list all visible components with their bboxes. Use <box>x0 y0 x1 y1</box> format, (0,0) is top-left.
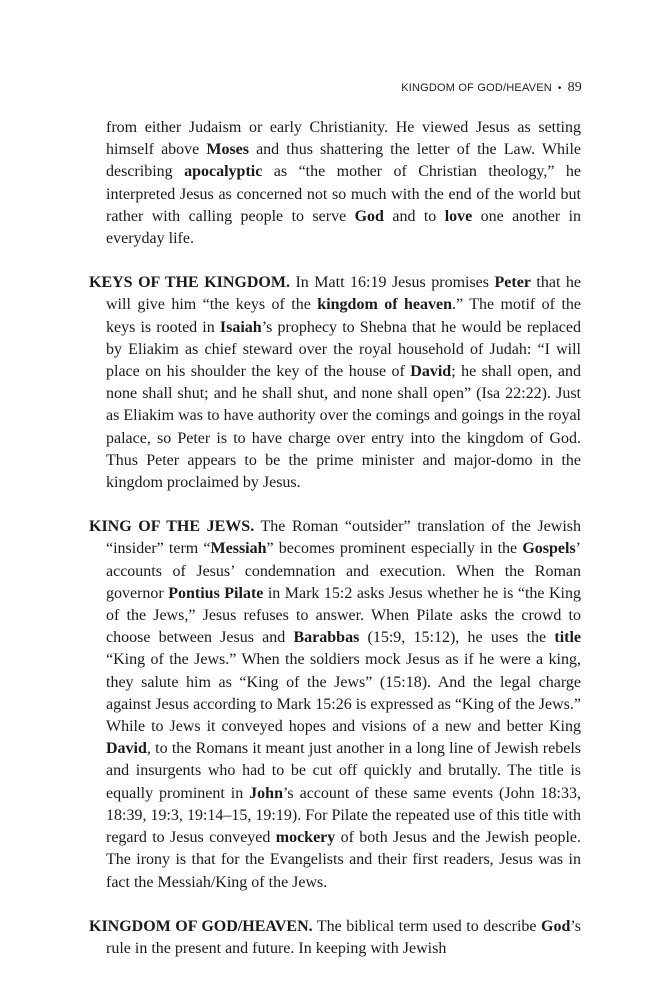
text-run: .” The motif of the keys is rooted in <box>106 296 581 336</box>
entry-headword: KEYS OF THE KINGDOM. <box>89 274 290 292</box>
cross-reference: mockery <box>275 829 336 847</box>
running-head-title: KINGDOM OF GOD/HEAVEN <box>401 82 552 94</box>
text-run: one another in everyday life. <box>106 207 582 248</box>
text-run: from either Judaism or early Christianity. He viewed Jesus as setting himself above <box>106 119 581 159</box>
cross-reference: Moses <box>206 141 249 159</box>
cross-reference: love <box>444 207 473 225</box>
text-run: and thus shattering the letter of the Law. While describing <box>106 141 581 181</box>
text-run: The Roman “outsider” translation of the Jewish “insider” term “ <box>106 518 581 558</box>
text-run: and to <box>383 207 445 225</box>
cross-reference: David <box>410 363 452 381</box>
text-run: ; he shall open, and none shall shut; and he shall shut, and none shall open” (Isa 22:22). Just as Eliakim was to have authority over the comings and goings in the royal palace, so Peter is to have charge over entry into the kingdom of God. Thus Peter appears to be the prime minister and major-domo in the kingdom proclaimed by Jesus. <box>106 363 582 492</box>
entry-headword: KING OF THE JEWS. <box>89 518 255 536</box>
text-run: ’ accounts of Jesus’ condemnation and execution. When the Roman governor <box>106 540 581 602</box>
page-number: 89 <box>567 80 582 95</box>
cross-reference: Peter <box>494 274 531 292</box>
cross-reference: kingdom of heaven <box>317 296 452 314</box>
cross-reference: John <box>249 784 283 802</box>
cross-reference: title <box>554 629 582 647</box>
cross-reference: Pontius Pilate <box>168 584 264 602</box>
cross-reference: God <box>541 917 571 935</box>
cross-reference: Gospels <box>522 540 576 558</box>
running-head <box>401 80 582 96</box>
cross-reference: God <box>354 207 384 225</box>
text-run: ’s account of these same events (John 18:33, 18:39, 19:3, 19:14–15, 19:19). For Pilate the repeated use of this title with regard to Jesus conveyed <box>106 784 582 847</box>
text-run: ” becomes prominent especially in the <box>266 540 523 558</box>
text-run: The biblical term used to describe <box>312 917 541 935</box>
entry-kingdom-of-god-heaven <box>89 916 581 960</box>
text-run: as “the mother of Christian theology,” he interpreted Jesus as concerned not so much with the end of the world but rather with calling people to serve <box>106 163 581 225</box>
text-run: In Matt 16:19 Jesus promises <box>289 274 495 292</box>
text-run: of both Jesus and the Jewish people. The irony is that for the Evangelists and their first readers, Jesus was in fact the Messiah/King of the Jews. <box>106 829 582 891</box>
bullet-separator: • <box>557 83 562 94</box>
cross-reference: David <box>106 740 147 758</box>
entry-continuation <box>89 117 581 250</box>
cross-reference: Messiah <box>210 540 267 558</box>
text-run: that he will give him “the keys of the <box>106 274 582 314</box>
entry-king-of-the-jews <box>89 516 581 893</box>
cross-reference: apocalyptic <box>184 163 263 181</box>
text-run: , to the Romans it meant just another in a long line of Jewish rebels and insurgents who had to be cut off quickly and brutally. The title is equally prominent in <box>106 740 581 802</box>
text-run: (15:9, 15:12), he uses the <box>359 629 555 647</box>
cross-reference: Isaiah <box>219 318 262 336</box>
text-run: “King of the Jews.” When the soldiers mock Jesus as if he were a king, they salute him as “King of the Jews” (15:18). And the legal charge against Jesus according to Mark 15:26 is expressed as “King of the Jews.” While to Jews it conveyed hopes and visions of a new and better King <box>106 651 581 736</box>
entry-keys-of-the-kingdom <box>89 272 581 494</box>
cross-reference: Barabbas <box>293 629 360 647</box>
entry-headword: KINGDOM OF GOD/HEAVEN. <box>89 917 313 935</box>
text-run: in Mark 15:2 asks Jesus whether he is “the King of the Jews,” Jesus refuses to answer. When Pilate asks the crowd to choose between Jesus and <box>106 584 581 647</box>
text-run: ’s rule in the present and future. In keeping with Jewish <box>106 917 582 957</box>
text-run: ’s prophecy to Shebna that he would be replaced by Eliakim as chief steward over the royal household of Judah: “I will place on his shoulder the key of the house of <box>106 318 581 381</box>
body-text <box>89 117 581 960</box>
